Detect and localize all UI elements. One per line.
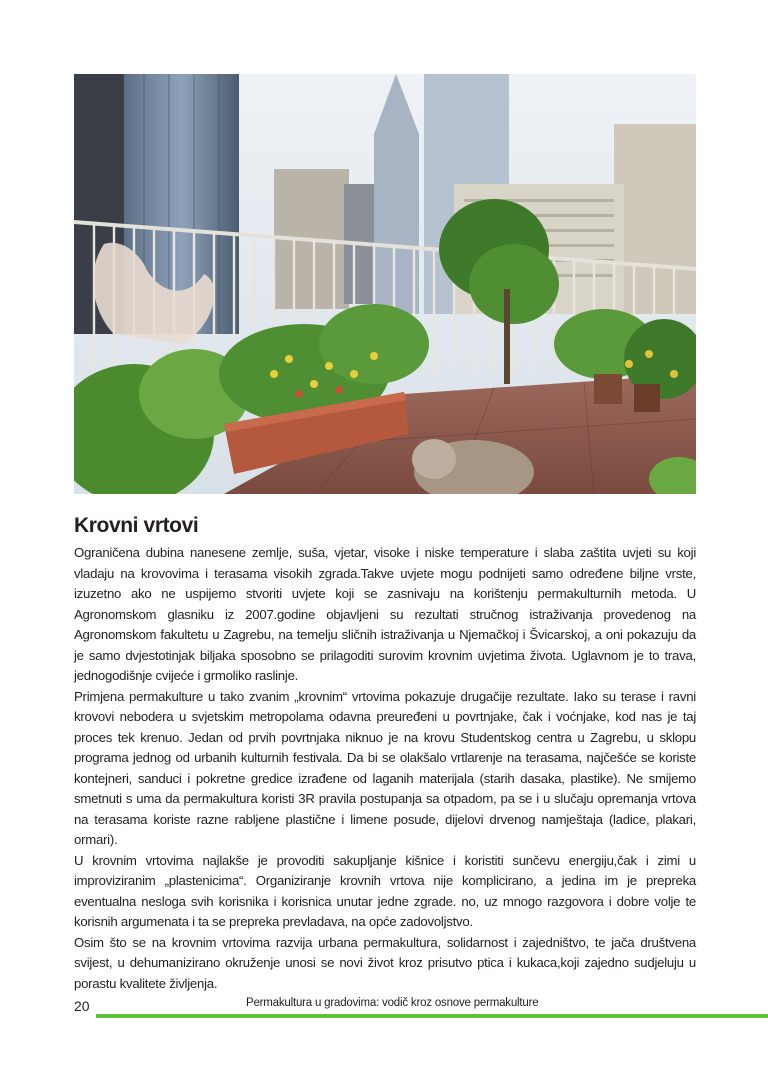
article-body — [74, 543, 696, 994]
body-paragraph: Ograničena dubina nanesene zemlje, suša, vjetar, visoke i niske temperature i slaba zaštita uvjeti su koji vladaju na krovovima i terasama visokih zgrada.Takve uvjete mogu podnijeti samo određene biljne vrste, izuzetno ako ne uspijemo stvoriti uvjete koji se zasnivaju na korištenju permakulturnih metoda. U Agronomskom glasniku iz 2007.godine objavljeni su rezultati stručnog istraživanja provedenog na Agronomskom fakultetu u Zagrebu, na temelju sličnih istraživanja u Njemačkoj i Švicarskoj, a oni pokazuju da je samo dvjestotinjak biljaka sposobno se prilagoditi surovim krovnim uvjetima života. Uglavnom je to trava, jednogodišnje cvijeće i grmoliko raslinje. — [74, 545, 696, 683]
body-paragraph: U krovnim vrtovima najlakše je provoditi sakupljanje kišnice i koristiti sunčevu energiju,čak i zimi u improviziranim „plastenicima“. Organiziranje krovnih vrtova nije komplicirano, a jedina im je prepreka eventualna nesloga svih korisnika i korisnica unutar jedne zgrade. no, uz mnogo razgovora i dobre volje te korisnih argumenata i ta se prepreka prevladava, na opće zadovoljstvo. — [74, 852, 696, 929]
body-paragraph: Primjena permakulture u tako zvanim „krovnim“ vrtovima pokazuje drugačije rezultate. Iako su terase i ravni krovovi nebodera u svjetskim metropolama odavna preuređeni u povrtnjake, čak i voćnjake, kod nas je taj proces tek krenuo. Jedan od prvih povrtnjaka niknuo je na krovu Studentskog centra u Zagrebu, u sklopu programa jednog od urbanih kulturnih festivala. Da bi se olakšalo vrtlarenje na terasama, najčešće se koriste kontejneri, sanduci i pokretne gredice izrađene od laganih materijala (starih dasaka, plastike). Ne smijemo smetnuti s uma da permakultura koristi 3R pravila postupanja sa otpadom, pa se i u slučaju opremanja vrtova na terasama koriste razne rabljene plastične i limene posude, dijelovi drvenog namještaja (ladice, plakari, ormari). — [74, 688, 696, 847]
body-paragraph: Osim što se na krovnim vrtovima razvija urbana permakultura, solidarnost i zajedništvo, te jača društvena svijest, u dehumanizirano okruženje unosi se novi život kroz prisutvo ptica i kukaca,koji zajedno sudjeluju u porastu kvalitete življenja. — [74, 934, 696, 991]
running-title: Permakultura u gradovima: vodič kroz osnove permakulture — [246, 997, 539, 1009]
page-number: 20 — [74, 998, 90, 1014]
rooftop-garden-illustration — [74, 74, 696, 494]
section-title: Krovni vrtovi — [74, 514, 199, 537]
footer-rule — [96, 1014, 768, 1018]
rooftop-garden-photo — [74, 74, 696, 494]
